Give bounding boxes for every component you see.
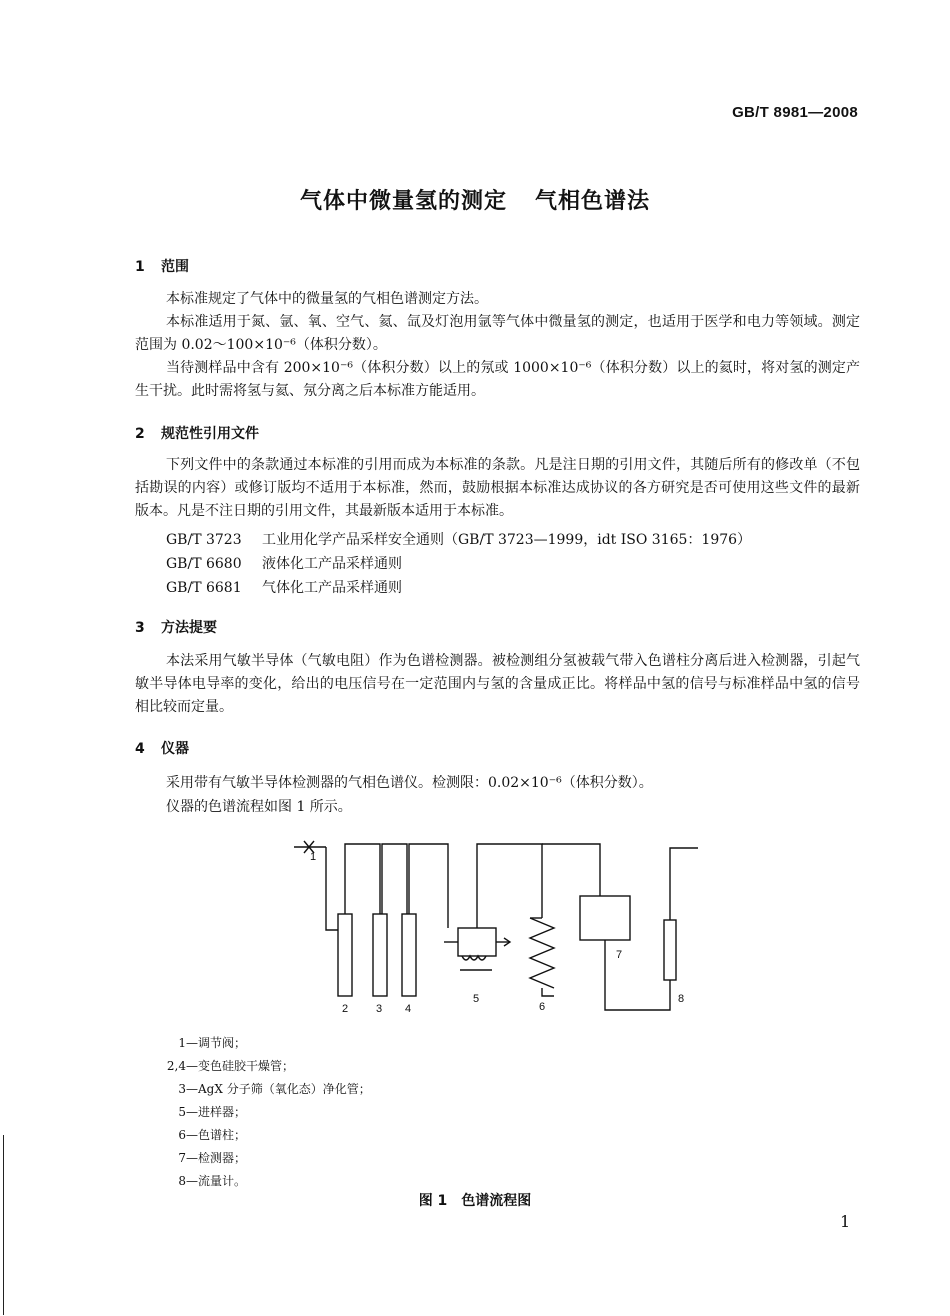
- section-1-paragraph-2: 本标准适用于氮、氩、氧、空气、氦、氙及灯泡用氩等气体中微量氢的测定，也适用于医学和电力等领域。测定范围为 0.02～100×10⁻⁶（体积分数）。: [135, 314, 860, 353]
- legend-item: [148, 1101, 246, 1124]
- legend-key: 7—: [178, 1151, 198, 1165]
- purifier-tube-3: [373, 914, 387, 996]
- section-1-paragraph-1: 本标准规定了气体中的微量氢的气相色谱测定方法。: [166, 291, 488, 307]
- legend-key: 6—: [178, 1128, 198, 1142]
- section-title: 方法提要: [161, 620, 217, 636]
- figure-title: 色谱流程图: [461, 1193, 532, 1209]
- diagram-label: 1: [310, 851, 317, 863]
- legend-item: [148, 1147, 246, 1170]
- legend-text: 变色硅胶干燥管；: [198, 1059, 295, 1073]
- section-number: 1: [135, 259, 145, 275]
- reference-code: GB/T 6681: [166, 580, 242, 596]
- chromatography-flow-diagram: [280, 830, 710, 1020]
- reference-code: GB/T 6680: [166, 556, 242, 572]
- section-title: 规范性引用文件: [161, 426, 259, 442]
- section-1-paragraph-3: 当待测样品中含有 200×10⁻⁶（体积分数）以上的氖或 1000×10⁻⁶（体积分数）以上的氦时，将对氢的测定产生干扰。此时需将氢与氦、氖分离之后本标准方能适用。: [135, 360, 860, 399]
- section-number: 4: [135, 741, 145, 757]
- section-3-heading: [135, 617, 217, 637]
- diagram-label: 5: [473, 993, 480, 1005]
- pipe: [345, 844, 380, 914]
- diagram-label: 6: [539, 1001, 546, 1013]
- title-method: 气相色谱法: [535, 189, 651, 214]
- pipe: [326, 914, 338, 930]
- legend-text: 流量计。: [198, 1174, 247, 1188]
- reference-row: [166, 529, 751, 551]
- legend-item: [148, 1032, 246, 1055]
- legend-key: 2,4—: [166, 1059, 198, 1073]
- reference-title: 液体化工产品采样通则: [262, 556, 402, 572]
- legend-text: 进样器；: [198, 1105, 247, 1119]
- drying-tube-4: [402, 914, 416, 996]
- legend-key: 1—: [178, 1036, 198, 1050]
- diagram-label: 7: [616, 949, 623, 961]
- reference-row: [166, 553, 402, 575]
- section-title: 仪器: [161, 741, 189, 757]
- section-number: 2: [135, 426, 145, 442]
- outlet-pipe: [670, 848, 698, 920]
- pipe: [477, 844, 542, 928]
- drying-tube-2: [338, 914, 352, 996]
- legend-key: 8—: [178, 1174, 198, 1188]
- reference-title: 工业用化学产品采样安全通则（GB/T 3723—1999，idt ISO 3165：1976）: [262, 532, 752, 548]
- legend-item: [148, 1078, 371, 1101]
- reference-title: 气体化工产品采样通则: [262, 580, 402, 596]
- section-4-heading: [135, 738, 189, 758]
- figure-number: 图 1: [418, 1193, 448, 1209]
- section-4-paragraph-2: 仪器的色谱流程如图 1 所示。: [166, 799, 352, 815]
- section-2-paragraph-1: 下列文件中的条款通过本标准的引用而成为本标准的条款。凡是注日期的引用文件，其随后所有的修改单（不包括勘误的内容）或修订版均不适用于本标准，然而，鼓励根据本标准达成协议的各方研究是否可使用这些文件的最新版本。凡是不注日期的引用文件，其最新版本适用于本标准。: [135, 457, 860, 519]
- pipe: [409, 844, 448, 914]
- pipe: [542, 844, 600, 896]
- section-number: 3: [135, 620, 145, 636]
- legend-text: AgX 分子筛（氧化态）净化管；: [198, 1082, 371, 1096]
- document-title: [0, 184, 950, 215]
- scan-edge-mark: [3, 1135, 4, 1315]
- legend-key: 5—: [178, 1105, 198, 1119]
- section-3-paragraph-1: 本法采用气敏半导体（气敏电阻）作为色谱检测器。被检测组分氢被载气带入色谱柱分离后进入检测器，引起气敏半导体电导率的变化，给出的电压信号在一定范围内与氢的含量成正比。将样品中氢的信号与标准样品中氢的信号相比较而定量。: [135, 653, 860, 715]
- section-2-heading: [135, 423, 259, 443]
- title-main: 气体中微量氢的测定: [299, 189, 507, 214]
- detector-7: [580, 896, 630, 940]
- diagram-label: 4: [405, 1003, 412, 1015]
- section-title: 范围: [161, 259, 189, 275]
- diagram-label: 2: [342, 1003, 349, 1015]
- legend-text: 检测器；: [198, 1151, 247, 1165]
- pipe: [542, 988, 554, 996]
- legend-text: 色谱柱；: [198, 1128, 247, 1142]
- flowmeter-8: [664, 920, 676, 980]
- diagram-label: 8: [678, 993, 685, 1005]
- injector-5: [458, 928, 496, 956]
- diagram-label: 3: [376, 1003, 383, 1015]
- standard-code: GB/T 8981—2008: [732, 104, 858, 121]
- figure-caption: [0, 1190, 950, 1210]
- pipe: [382, 844, 407, 914]
- reference-row: [166, 577, 402, 599]
- reference-code: GB/T 3723: [166, 532, 242, 548]
- legend-item: [148, 1055, 294, 1078]
- page-number: 1: [840, 1212, 851, 1231]
- pipe: [605, 940, 670, 1010]
- section-1-heading: [135, 256, 189, 276]
- legend-item: [148, 1124, 246, 1147]
- legend-key: 3—: [178, 1082, 198, 1096]
- section-4-paragraph-1: 采用带有气敏半导体检测器的气相色谱仪。检测限：0.02×10⁻⁶（体积分数）。: [166, 775, 653, 791]
- column-6-coil: [530, 918, 554, 988]
- legend-text: 调节阀；: [198, 1036, 247, 1050]
